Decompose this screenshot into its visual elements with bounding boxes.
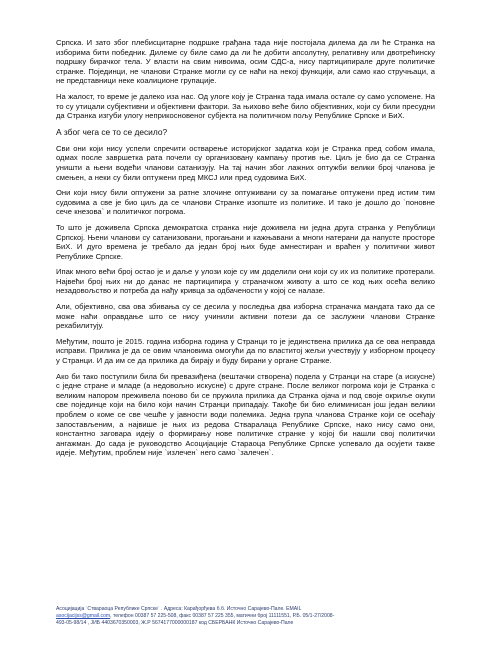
document-footer (56, 606, 439, 627)
footer-registration: 493-05-98/14 , ЈИБ 4403670350003, Ж.Р 5674177000000187 код СБЕРБАНК Источно Сарајево-Пале (56, 620, 294, 626)
paragraph-2: На жалост, то време је далеко иза нас. Од улоге коју је Странка тада имала остале су само успомене. На то су утицали субјективни и објективни фактори. За њихово веће било објективних, који су били пресудни да Странка изгуби улогу неприкосновеног субјекта на политичком пољу Републике Српске и БиХ. (56, 91, 435, 121)
footer-contact-line (56, 613, 439, 620)
paragraph-6: Ипак много већи број остао је и даље у улози које су им доделили они који су их из политике протерали. Највећи број њих ни до данас не партиципира у страначком животу а што се код њих осећа велико незадовољство и потреба да нађу кривца за одбачености у којој се налазе. (56, 267, 435, 296)
paragraph-5: То што је доживела Српска демократска странка није доживела ни једна друга странка у Републици Српској. Њени чланови су сатанизовани, прогањани и кажњавани а многи натерани да напусте просторе БиХ. И дуго времена је требало да један број њих буде амнестиран и враћен у политички живот Републике Српске. (56, 222, 435, 261)
footer-email-link[interactable]: asocijacijss@gmail.com (56, 613, 111, 619)
paragraph-9: Ако би тако поступили била би превазиђена (вештачки створена) подела у Странци на старе (а искусне) с једне стране и младе (а недовољно искусне) с друге стране. После великог погрома који је Странка с великим напором преживела поново би се пружила прилика да Странка ојача и под своје окриље окупи све појединце који на било који начин Странци припадају. Такође би био елиминисан још један велики проблем о коме се све чешће у јавности води полемика. Једна група чланова Странке који се осећају запостављеним, а највише је њих из редова Стваралаца Републике Српске, нако нису само они, константно заговара идеју о формирању нове политичке странке у којој би нашли свој политички ангажман. До сада је руководство Асоцијације Стараоца Републике Српске успевало да осујети такве идеје. Међутим, проблем није `излечен` него само `залечен`. (56, 371, 435, 458)
document-body (56, 38, 435, 464)
paragraph-8: Међутим, пошто је 2015. година изборна година у Странци то је јединствена прилика да се ова неправда исправи. Прилика је да се овим члановима омогући да по властитој жељи учествују у изборном процесу у Странци. И да им се да прилика да бирају и буду бирани у органе Странке. (56, 336, 435, 366)
footer-phone-info: , телефон 00387 57 225-508, факс 00387 57 225 355, матични број 11111551, Р.Б. 05/1-27/2008- (110, 613, 335, 619)
section-question: А због чега се то се десило? (56, 126, 168, 137)
paragraph-4: Они који нису били оптужени за ратне злочине оптуживани су за помагање оптужени пред истим тим судовима а све је био циљ да се чланови Странке изопште из политике. И тако је дошло до `поновне сече кнезова` и политичког погрома. (56, 188, 435, 217)
paragraph-3: Сви они који нису успели спречити остварење историјског задатка који је Странка пред собом имала, одмах после завршетка рата почели су организовану кампању против ње. Циљ је био да се Странка уништи а њени водећи чланови сатанизују. На тај начин због лажних оптужби велики број чланова је смењен, а неки су били оптужени пред МКСЈ или пред судовима БиХ. (56, 143, 435, 182)
footer-address: Асоцијација `Ствараоца Републике Српске` . Адреса: Карађорђева б.б. Источно Сарајево-Пале. EMAIL (56, 606, 302, 612)
paragraph-1: Српска. И зато због плебисцитарне подршке грађана тада није постојала дилема да ли ће Странка на изборима бити победник. Дилеме су биле само да ли ће добити апсолутну, релативну или двотрећинску подршку бирачког тела. У власти на свим нивоима, осим СДС-а, нису партиципирале друге политичке странке. Појединци, не чланови Странке могли су се наћи на некој функцији, али само као стручњаци, а не представници неке коалиционе групације. (56, 38, 435, 86)
paragraph-7: Али, објективно, сва ова збивања су се десила у последња два изборна страначка мандата тако да се може наћи оправдање што се нису учинили активни потези да се заслужни чланови Странке рехабилитују. (56, 302, 435, 331)
